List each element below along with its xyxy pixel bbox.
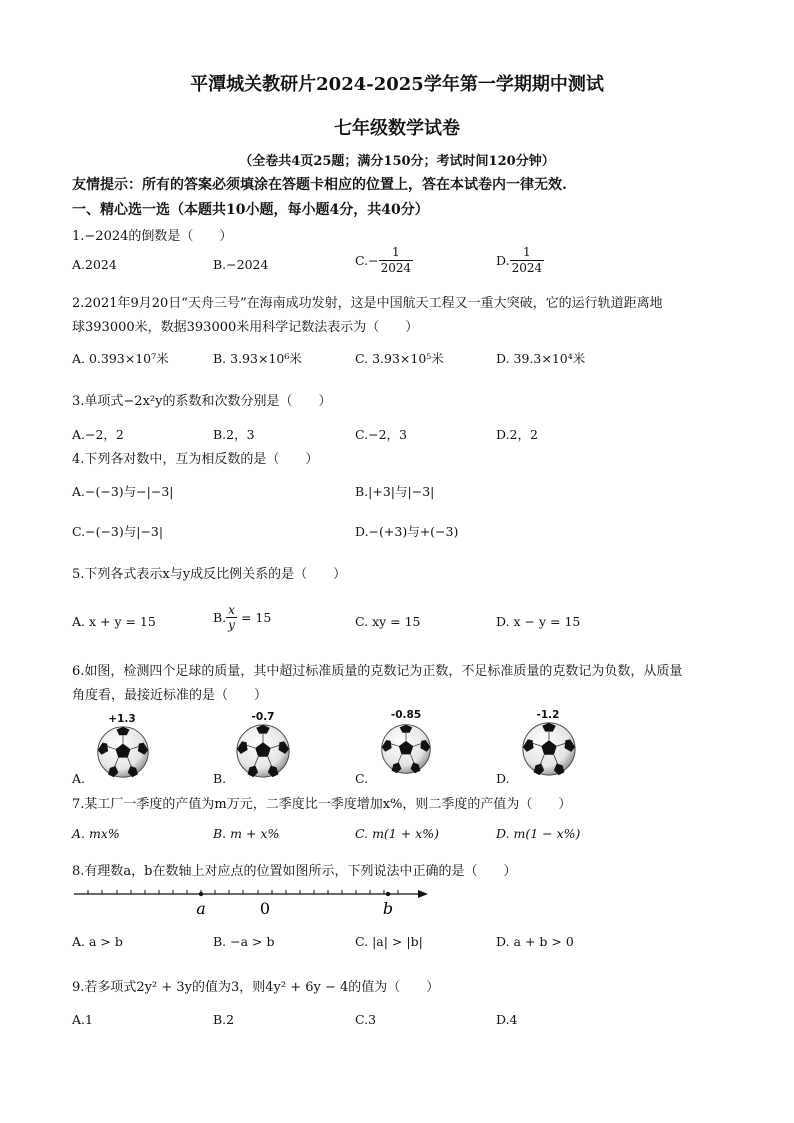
question-4-stem: 4.下列各对数中，互为相反数的是（ ） bbox=[72, 452, 319, 467]
q7-option-b: B. m + x% bbox=[213, 826, 280, 841]
q8-option-b: B. −a > b bbox=[213, 934, 275, 949]
point-a bbox=[199, 892, 203, 896]
soccer-ball-b-icon bbox=[234, 722, 292, 780]
exam-subtitle: 七年级数学试卷 bbox=[334, 118, 460, 139]
q8-option-d: D. a + b > 0 bbox=[496, 934, 574, 949]
q9-option-d: D.4 bbox=[496, 1012, 518, 1027]
question-2-stem-line1: 2.2021年9月20日“天舟三号”在海南成功发射，这是中国航天工程又一重大突破，它的运行轨道距离地 bbox=[72, 296, 663, 311]
q2-option-a: A. 0.393×10⁷米 bbox=[72, 351, 169, 366]
q5-option-a: A. x + y = 15 bbox=[72, 614, 156, 629]
q7-option-d: D. m(1 − x%) bbox=[496, 826, 581, 841]
question-6-stem-line2: 角度看，最接近标准的是（ ） bbox=[72, 688, 268, 703]
ball-a-mass-label: +1.3 bbox=[108, 713, 136, 725]
question-6-stem-line1: 6.如图，检测四个足球的质量，其中超过标准质量的克数记为正数，不足标准质量的克数记为负数，从质量 bbox=[72, 664, 683, 679]
q3-option-b: B.2，3 bbox=[213, 427, 255, 442]
exam-info: （全卷共4页25题；满分150分；考试时间120分钟） bbox=[239, 154, 555, 169]
q8-option-c: C. |a| > |b| bbox=[355, 934, 423, 949]
q1-option-d: D. $\frac{1}{2024}$ bbox=[496, 245, 543, 275]
q5-option-d: D. x − y = 15 bbox=[496, 614, 581, 629]
ball-b-mass-label: -0.7 bbox=[251, 711, 275, 723]
question-1-stem: 1.−2024的倒数是（ ） bbox=[72, 229, 233, 244]
q7-option-a: A. mx% bbox=[72, 826, 120, 841]
question-5-stem: 5.下列各式表示x与y成反比例关系的是（ ） bbox=[72, 567, 347, 582]
q2-option-d: D. 39.3×10⁴米 bbox=[496, 351, 586, 366]
q9-option-b: B.2 bbox=[213, 1012, 235, 1027]
q4-option-a: A.−(−3)与−|−3| bbox=[72, 484, 174, 499]
question-2-stem-line2: 球393000米，数据393000米用科学记数法表示为（ ） bbox=[72, 320, 419, 335]
q5-option-b: B. $\frac{x}{y}$ = 15 bbox=[213, 603, 272, 632]
q4-option-b: B.|+3|与|−3| bbox=[355, 484, 435, 499]
q9-option-c: C.3 bbox=[355, 1012, 377, 1027]
soccer-ball-c-icon bbox=[379, 722, 433, 776]
q6-option-a: A. bbox=[72, 771, 86, 786]
section-heading: 一、精心选一选（本题共10小题，每小题4分，共40分） bbox=[72, 202, 429, 218]
q8-option-a: A. a > b bbox=[72, 934, 123, 949]
question-3-stem: 3.单项式−2x²y的系数和次数分别是（ ） bbox=[72, 394, 332, 409]
q2-option-c: C. 3.93×10⁵米 bbox=[355, 351, 444, 366]
q4-option-d: D.−(+3)与+(−3) bbox=[355, 524, 459, 539]
q5-option-c: C. xy = 15 bbox=[355, 614, 421, 629]
q6-option-d: D. bbox=[496, 771, 510, 786]
q3-option-d: D.2，2 bbox=[496, 427, 538, 442]
notice: 友情提示：所有的答案必须填涂在答题卡相应的位置上，答在本试卷内一律无效. bbox=[72, 177, 567, 193]
q6-option-b: B. bbox=[213, 771, 227, 786]
question-8-stem: 8.有理数a，b在数轴上对应点的位置如图所示，下列说法中正确的是（ ） bbox=[72, 864, 517, 879]
axis-label-a: a bbox=[196, 899, 206, 918]
point-b bbox=[386, 892, 390, 896]
q3-option-c: C.−2，3 bbox=[355, 427, 407, 442]
soccer-ball-d-icon bbox=[520, 720, 578, 778]
q6-option-c: C. bbox=[355, 771, 369, 786]
question-7-stem: 7.某工厂一季度的产值为m万元，二季度比一季度增加x%，则二季度的产值为（ ） bbox=[72, 797, 572, 812]
ball-c-mass-label: -0.85 bbox=[390, 709, 422, 721]
q4-option-c: C.−(−3)与|−3| bbox=[72, 524, 164, 539]
exam-title: 平潭城关教研片2024-2025学年第一学期期中测试 bbox=[190, 74, 604, 95]
q3-option-a: A.−2，2 bbox=[72, 427, 124, 442]
q9-option-a: A.1 bbox=[72, 1012, 93, 1027]
soccer-ball-a-icon bbox=[95, 724, 151, 780]
q1-option-c: C.− $\frac{1}{2024}$ bbox=[355, 245, 412, 275]
question-9-stem: 9.若多项式2y² + 3y的值为3，则4y² + 6y − 4的值为（ ） bbox=[72, 980, 440, 995]
q7-option-c: C. m(1 + x%) bbox=[355, 826, 439, 841]
axis-label-b: b bbox=[382, 899, 394, 918]
ball-d-mass-label: -1.2 bbox=[536, 709, 560, 721]
number-line bbox=[72, 884, 432, 920]
q2-option-b: B. 3.93×10⁶米 bbox=[213, 351, 302, 366]
q1-option-b: B.−2024 bbox=[213, 257, 269, 272]
axis-label-zero: 0 bbox=[259, 899, 271, 918]
q1-option-a: A.2024 bbox=[72, 257, 117, 272]
